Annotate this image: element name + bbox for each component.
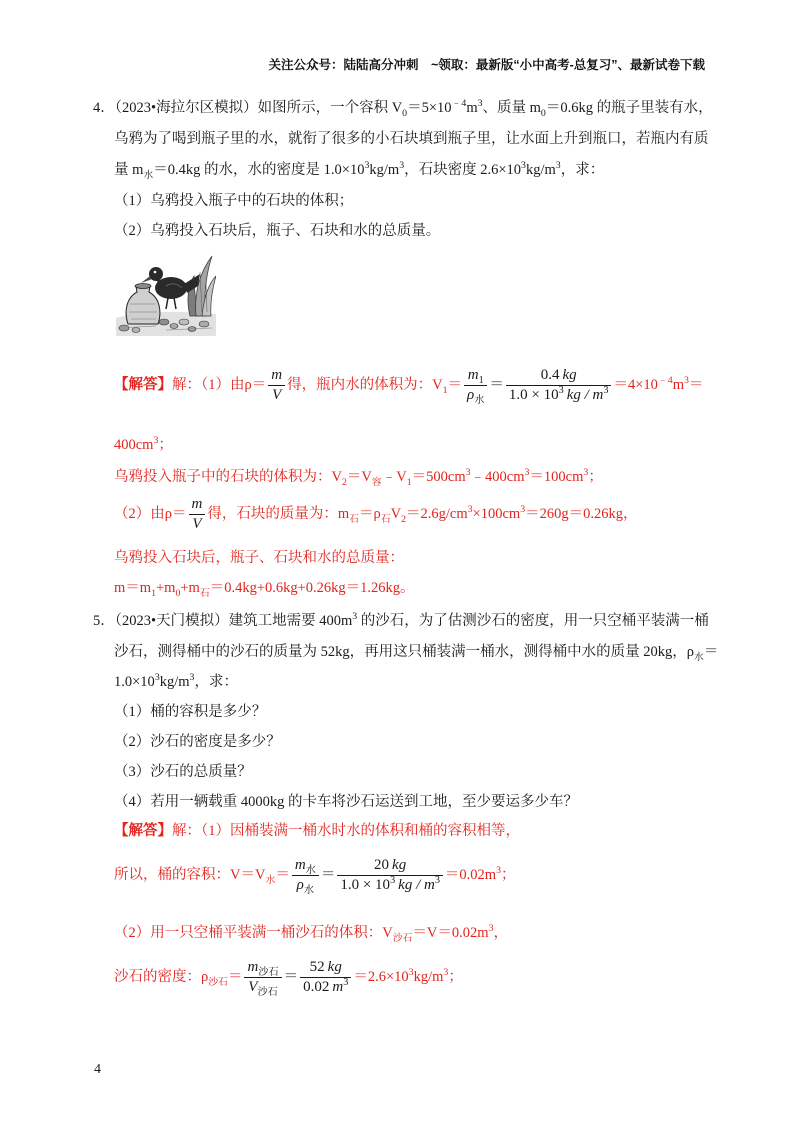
answer-text: 得，石块的质量为：m bbox=[207, 506, 350, 522]
superscript: 3 bbox=[443, 967, 449, 979]
subscript: 石 bbox=[349, 513, 359, 525]
fraction-numerator bbox=[506, 366, 612, 385]
unit: kg bbox=[327, 959, 342, 976]
subscript: 石 bbox=[380, 513, 391, 525]
question-text: （4）若用一辆载重 4000kg 的卡车将沙石运送到工地，至少要运多少车？ bbox=[114, 794, 578, 810]
fraction-mass-over-density bbox=[292, 856, 319, 895]
page-number: 4 bbox=[94, 1062, 101, 1077]
answer-text: ＝ bbox=[227, 969, 243, 985]
unit: m bbox=[332, 979, 344, 996]
fraction-mass-over-density bbox=[464, 366, 487, 405]
question-4-line-3 bbox=[114, 160, 604, 180]
value: 0.02 bbox=[303, 979, 330, 996]
question-text: ＝5×10 bbox=[407, 100, 452, 116]
subscript: 2 bbox=[341, 476, 347, 488]
answer-text: （2）用一只空桶平装满一桶沙石的体积：V bbox=[114, 925, 393, 941]
subscript: 水 bbox=[265, 874, 276, 886]
subscript: 水 bbox=[474, 395, 485, 407]
question-text: （2023•海拉尔区模拟）如图所示，一个容积 V bbox=[114, 100, 403, 116]
fraction-denominator bbox=[292, 875, 319, 895]
question-4-line-1 bbox=[93, 98, 713, 118]
superscript: 3 bbox=[683, 375, 689, 387]
question-text: 沙石，测得桶中的沙石的质量为 52kg，再用这只桶装满一桶水，测得桶中水的质量 20kg，ρ bbox=[114, 644, 694, 660]
unit: kg bbox=[562, 367, 577, 384]
answer-text: m＝m bbox=[114, 580, 152, 596]
fraction-numeric bbox=[300, 958, 351, 997]
superscript: 3 bbox=[496, 865, 501, 877]
superscript: 3 bbox=[583, 467, 589, 479]
answer-text: kg/m bbox=[413, 969, 444, 985]
answer-4-line-3 bbox=[114, 467, 603, 487]
fraction-numerator bbox=[244, 958, 281, 977]
question-4-part-1 bbox=[114, 191, 353, 211]
fraction-denominator bbox=[337, 875, 443, 895]
subscript: 1 bbox=[406, 476, 412, 488]
variable: ρ bbox=[467, 387, 475, 404]
fraction-numerator bbox=[300, 958, 351, 977]
answer-text: ＝ bbox=[275, 867, 290, 883]
question-5-line-2 bbox=[114, 642, 718, 662]
question-4-part-2 bbox=[114, 221, 440, 241]
answer-text: 乌鸦投入瓶子中的石块的体积为：V bbox=[114, 469, 342, 485]
superscript: 3 bbox=[520, 504, 526, 516]
answer-text: ＝260g＝0.26kg， bbox=[525, 506, 638, 522]
answer-text: ＝ bbox=[688, 377, 704, 393]
superscript: 3 bbox=[434, 875, 440, 887]
answer-text: ； bbox=[448, 969, 463, 985]
subscript: 水 bbox=[143, 169, 154, 181]
answer-text: ＝V＝0.02m bbox=[412, 925, 489, 941]
variable: m bbox=[294, 857, 306, 874]
answer-5-line-2 bbox=[114, 851, 516, 899]
superscript: 3 bbox=[558, 385, 564, 397]
fraction-denominator bbox=[300, 977, 351, 997]
superscript: 3 bbox=[343, 977, 349, 989]
answer-text: 沙石的密度：ρ bbox=[114, 969, 209, 985]
value: 1.0 × 10 bbox=[508, 387, 559, 404]
fraction-density-formula bbox=[268, 366, 285, 405]
variable: ρ bbox=[296, 877, 304, 894]
fraction-numerator bbox=[292, 856, 319, 875]
question-text: 1.0×10 bbox=[114, 674, 155, 690]
answer-text: 乌鸦投入石块后，瓶子、石块和水的总质量： bbox=[114, 550, 404, 566]
fraction-denominator bbox=[506, 385, 612, 405]
equals-sign: ＝ bbox=[320, 867, 336, 883]
answer-4-line-4 bbox=[114, 490, 638, 538]
question-text: （2）乌鸦投入石块后，瓶子、石块和水的总质量。 bbox=[114, 223, 441, 239]
question-5-part-4 bbox=[114, 792, 578, 812]
variable: m bbox=[247, 959, 259, 976]
answer-text: ＝ bbox=[447, 377, 462, 393]
superscript: 3 bbox=[352, 611, 358, 623]
subscript: 水 bbox=[303, 885, 315, 897]
question-text: （2）沙石的密度是多少？ bbox=[114, 734, 281, 750]
variable: V bbox=[248, 979, 258, 996]
question-4-line-2 bbox=[114, 129, 709, 149]
unit: kg / m bbox=[398, 877, 435, 894]
question-text: kg/m bbox=[525, 162, 556, 178]
equals-sign: ＝ bbox=[283, 969, 299, 985]
answer-text: （2）由ρ＝ bbox=[114, 506, 187, 522]
answer-text: ＝ρ bbox=[358, 506, 381, 522]
value: 0.4 bbox=[540, 367, 560, 384]
answer-text: 解：（1）由ρ＝ bbox=[172, 377, 267, 393]
subscript: 水 bbox=[305, 865, 316, 877]
question-text: ，求： bbox=[560, 162, 605, 178]
answer-text: ﹣400cm bbox=[470, 469, 525, 485]
subscript: 0 bbox=[540, 107, 546, 119]
superscript: 3 bbox=[467, 504, 473, 516]
fraction-numerator: m bbox=[191, 496, 203, 513]
answer-text: ＝0.4kg+0.6kg+0.26kg＝1.26kg。 bbox=[209, 580, 415, 596]
question-text: （1）乌鸦投入瓶子中的石块的体积； bbox=[114, 193, 354, 209]
question-number: 5． bbox=[93, 613, 115, 629]
answer-5-line-4 bbox=[114, 953, 463, 1001]
variable: m bbox=[467, 367, 479, 384]
superscript: 3 bbox=[465, 467, 471, 479]
subscript: 1 bbox=[478, 375, 484, 387]
subscript: 2 bbox=[401, 513, 406, 525]
answer-text: 400cm bbox=[114, 437, 154, 453]
page-header: 关注公众号：陆陆高分冲刺 ~领取：最新版“小中高考-总复习”、最新试卷下载 bbox=[268, 58, 705, 72]
answer-text: m bbox=[672, 377, 684, 393]
question-text: ，求： bbox=[194, 674, 238, 690]
question-text: （3）沙石的总质量？ bbox=[114, 764, 252, 780]
subscript: 容 bbox=[371, 476, 382, 488]
superscript: 3 bbox=[154, 672, 160, 684]
answer-text: 解：（1）因桶装满一桶水时水的体积和桶的容积相等， bbox=[172, 823, 520, 839]
question-text: kg/m bbox=[159, 674, 190, 690]
answer-5-line-3 bbox=[114, 923, 508, 943]
question-5-line-3 bbox=[114, 672, 238, 692]
answer-tag: 【解答】 bbox=[114, 377, 172, 393]
answer-text: ＝2.6×10 bbox=[353, 969, 409, 985]
superscript: 3 bbox=[364, 160, 370, 172]
question-text: （2023•天门模拟）建筑工地需要 400m bbox=[114, 613, 353, 629]
question-text: m bbox=[466, 100, 478, 116]
answer-text: +m bbox=[155, 580, 176, 596]
answer-text: ， bbox=[493, 925, 508, 941]
question-5-part-1 bbox=[114, 702, 266, 722]
question-5-line-1 bbox=[93, 611, 709, 631]
answer-text: ＝4×10 bbox=[613, 377, 658, 393]
question-text: ＝0.6kg 的瓶子里装有水， bbox=[545, 100, 713, 116]
question-text: （1）桶的容积是多少？ bbox=[114, 704, 267, 720]
superscript: 3 bbox=[399, 160, 405, 172]
answer-4-line-6 bbox=[114, 578, 415, 598]
question-text: 乌鸦为了喝到瓶子里的水，就衔了很多的小石块填到瓶子里，让水面上升到瓶口，若瓶内有质 bbox=[114, 131, 709, 147]
answer-text: ； bbox=[501, 867, 516, 883]
question-text: 量 m bbox=[114, 162, 144, 178]
superscript: 3 bbox=[603, 385, 609, 397]
superscript: ﹣4 bbox=[657, 375, 673, 387]
subscript: 0 bbox=[402, 107, 408, 119]
fraction-density-formula bbox=[189, 495, 206, 534]
answer-4-line-5 bbox=[114, 548, 404, 568]
answer-text: ＝100cm bbox=[529, 469, 584, 485]
subscript: 沙石 bbox=[257, 987, 278, 999]
value: 52 bbox=[309, 959, 325, 976]
answer-text: ×100cm bbox=[472, 506, 521, 522]
subscript: 沙石 bbox=[258, 967, 279, 979]
superscript: 3 bbox=[153, 435, 159, 447]
unit: kg / m bbox=[566, 387, 604, 404]
crow-and-bottle-illustration bbox=[116, 252, 216, 336]
answer-text: ＝2.6g/cm bbox=[406, 506, 468, 522]
fraction-denominator: V bbox=[189, 514, 206, 534]
superscript: ﹣4 bbox=[451, 98, 467, 110]
superscript: 3 bbox=[390, 875, 396, 887]
fraction-numerator bbox=[337, 856, 443, 875]
answer-5-line-1 bbox=[114, 821, 520, 841]
question-text: ，石块密度 2.6×10 bbox=[404, 162, 522, 178]
fraction-denominator bbox=[244, 977, 281, 997]
question-text: ＝0.4kg 的水，水的密度是 1.0×10 bbox=[153, 162, 365, 178]
subscript: 0 bbox=[175, 587, 181, 599]
subscript: 水 bbox=[693, 651, 704, 663]
answer-text: ﹣V bbox=[381, 469, 407, 485]
question-number: 4． bbox=[93, 100, 115, 116]
superscript: 3 bbox=[524, 467, 530, 479]
fraction-mass-over-volume bbox=[244, 958, 281, 997]
fraction-denominator: V bbox=[268, 385, 285, 405]
subscript: 沙石 bbox=[392, 932, 413, 944]
subscript: 石 bbox=[199, 587, 210, 599]
superscript: 3 bbox=[189, 672, 195, 684]
answer-text: ＝V bbox=[346, 469, 372, 485]
question-5-part-3 bbox=[114, 762, 252, 782]
fraction-numerator bbox=[464, 366, 487, 385]
bottle bbox=[126, 284, 160, 325]
superscript: 3 bbox=[521, 160, 526, 172]
fraction-denominator bbox=[464, 385, 487, 405]
unit: kg bbox=[392, 857, 407, 874]
answer-text: 得，瓶内水的体积为：V bbox=[287, 377, 443, 393]
answer-text: ； bbox=[158, 437, 173, 453]
fraction-numeric bbox=[337, 856, 443, 895]
answer-text: ＝500cm bbox=[411, 469, 466, 485]
question-text: ＝ bbox=[703, 644, 719, 660]
superscript: 3 bbox=[488, 923, 494, 935]
subscript: 1 bbox=[442, 384, 448, 396]
question-text: 的沙石，为了估测沙石的密度，用一只空桶平装满一桶 bbox=[357, 613, 709, 629]
value: 20 bbox=[374, 857, 390, 874]
question-text: 、质量 m bbox=[482, 100, 541, 116]
superscript: 3 bbox=[408, 967, 414, 979]
fraction-numerator: m bbox=[271, 367, 283, 384]
answer-text: ＝0.02m bbox=[444, 867, 497, 883]
answer-4-line-1 bbox=[114, 361, 703, 409]
fraction-numeric bbox=[506, 366, 612, 405]
answer-text: 所以，桶的容积：V＝V bbox=[114, 867, 266, 883]
question-5-part-2 bbox=[114, 732, 281, 752]
answer-text: V bbox=[390, 506, 402, 522]
equals-sign: ＝ bbox=[489, 377, 504, 393]
answer-text: +m bbox=[180, 580, 200, 596]
question-text: kg/m bbox=[369, 162, 400, 178]
answer-tag: 【解答】 bbox=[114, 823, 172, 839]
answer-4-line-2 bbox=[114, 435, 173, 455]
answer-text: ； bbox=[588, 469, 603, 485]
subscript: 沙石 bbox=[208, 976, 228, 988]
superscript: 3 bbox=[555, 160, 561, 172]
subscript: 1 bbox=[151, 587, 156, 599]
value: 1.0 × 10 bbox=[340, 877, 391, 894]
superscript: 3 bbox=[477, 98, 483, 110]
